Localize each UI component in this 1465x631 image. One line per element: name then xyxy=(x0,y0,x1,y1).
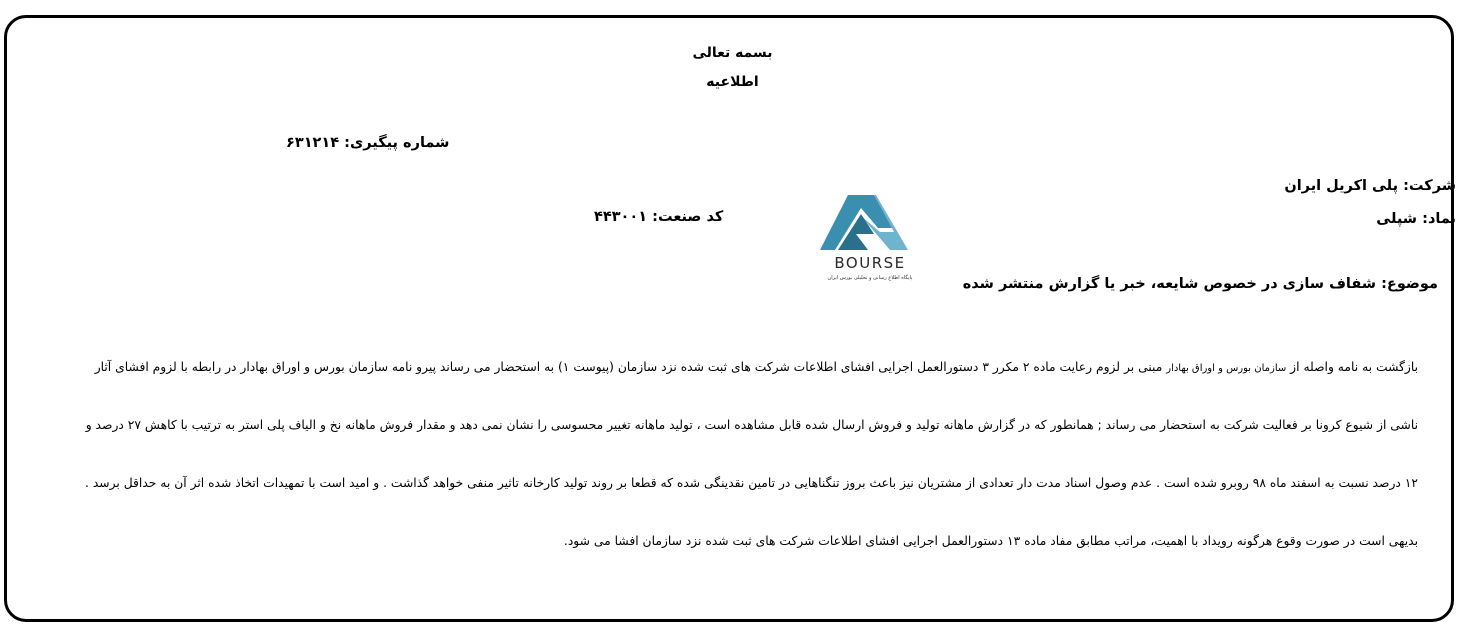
tracking-number xyxy=(286,135,449,151)
body-paragraph-line-4: بدیهی است در صورت وقوع هرگونه رویداد با اهمیت، مراتب مطابق مفاد ماده ۱۳ دستورالعمل اجرایی افشای اطلاعات شرکت های ثبت شده نزد سازمان افشا می شود. xyxy=(563,534,1418,548)
tracking-label: شماره پیگیری: xyxy=(344,135,450,151)
logo-tagline: پایگاه اطلاع رسانی و تحلیلی بورس ایران xyxy=(827,275,913,281)
symbol-value: شپلی xyxy=(1376,211,1418,227)
tracking-value: ۶۳۱۲۱۴ xyxy=(286,135,340,151)
body-paragraph-line-3: ۱۲ درصد نسبت به اسفند ماه ۹۸ روبرو شده است . عدم وصول اسناد مدت دار تعدادی از مشتریان نیز باعث بروز تنگناهایی در تامین نقدینگی شده که قطعا بر روند تولید کارخانه تاثیر منفی خواهد گذاشت . و امید است با تمهیدات اتخاذ شده اثر آن به حداقل برسد . xyxy=(85,476,1418,490)
body-line-1-end: مبنی بر لزوم رعایت ماده ۲ مکرر ۳ دستورالعمل اجرایی افشای اطلاعات شرکت های ثبت شده نزد سازمان (پیوست ۱) به استحضار می رساند پیرو نامه سازمان بورس و اوراق بهادار در رابطه با لزوم افشای آثار xyxy=(94,360,1167,374)
symbol-label: نماد: xyxy=(1422,211,1456,227)
company-line xyxy=(1284,178,1456,194)
industry-code-label: کد صنعت: xyxy=(652,209,724,225)
subject-label: موضوع: xyxy=(1381,276,1438,292)
industry-code-value: ۴۴۳۰۰۱ xyxy=(594,209,648,225)
logo-word: BOURSE xyxy=(834,254,906,272)
body-paragraph-line-1 xyxy=(95,360,1418,374)
symbol-line xyxy=(1376,211,1456,227)
company-value: پلی اکریل ایران xyxy=(1284,178,1399,194)
bourse-logo xyxy=(808,192,932,284)
document-frame xyxy=(4,15,1454,622)
body-paragraph-line-2: ناشی از شیوع کرونا بر فعالیت شرکت به استحضار می رساند ; همانطور که در گزارش ماهانه تولید و فروش ارسال شده قابل مشاهده است ، تولید ماهانه تغییر محسوسی را نشان نمی دهد و مقدار فروش ماهانه نخ و الیاف پلی استر به ترتیب با کاهش ۲۷ درصد و xyxy=(85,418,1418,432)
company-label: شرکت: xyxy=(1403,178,1456,194)
body-line-1-small: سازمان بورس و اوراق بهادار xyxy=(1166,363,1287,374)
subject-line xyxy=(963,276,1438,292)
industry-code-line xyxy=(594,209,723,225)
header-title: بسمه تعالی xyxy=(692,45,773,61)
header-subtitle: اطلاعیه xyxy=(706,74,759,90)
body-line-1-start: بازگشت به نامه واصله از xyxy=(1286,360,1418,374)
subject-value: شفاف سازی در خصوص شایعه، خبر یا گزارش منتشر شده xyxy=(962,276,1377,292)
